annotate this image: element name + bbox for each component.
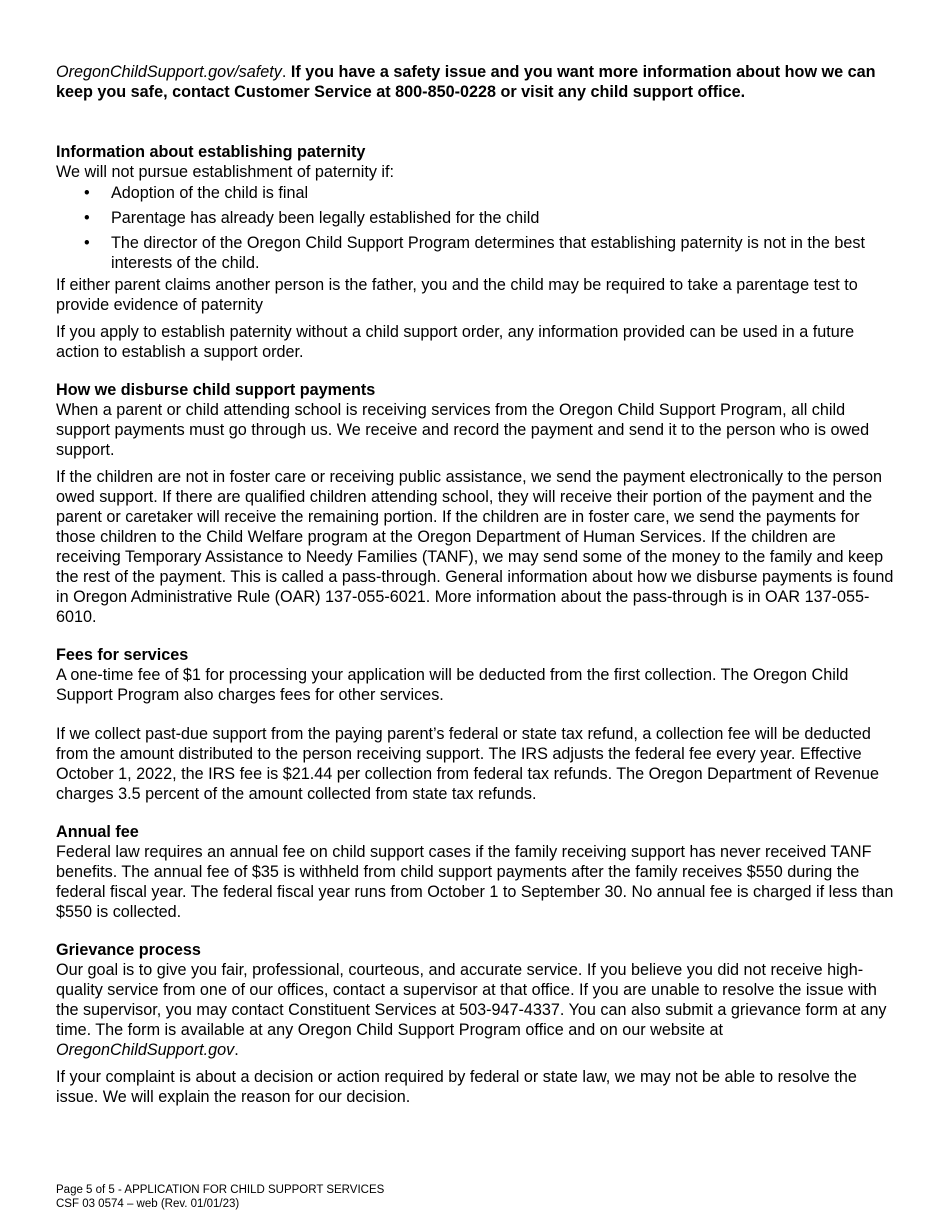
paternity-section [56,142,898,362]
bullet-icon: • [84,234,90,252]
page-footer [56,1183,384,1211]
fees-heading: Fees for services [56,646,189,664]
fees-section [56,645,898,804]
list-item [56,208,898,228]
paternity-para-2: If you apply to establish paternity without a child support order, any information provided can be used in a future action to establish a support order. [56,323,855,361]
grievance-para-1 [56,960,898,1060]
website-link[interactable]: OregonChildSupport.gov [56,1041,235,1059]
safety-notice: If you have a safety issue and you want more information about how we can keep you safe, contact Customer Service at 800-850-0228 or visit any child support office. [56,63,876,101]
footer-form-id: CSF 03 0574 – web (Rev. 01/01/23) [56,1198,240,1210]
list-item-text: Adoption of the child is final [111,184,309,202]
fees-para-1: A one-time fee of $1 for processing your application will be deducted from the first collection. The Oregon Child Support Program also charges fees for other services. [56,666,849,704]
disburse-section [56,380,898,627]
list-item [56,183,898,203]
document-page [56,62,898,1107]
safety-link[interactable]: OregonChildSupport.gov/safety [56,63,282,81]
grievance-para-2: If your complaint is about a decision or action required by federal or state law, we may not be able to resolve the issue. We will explain the reason for our decision. [56,1068,857,1106]
grievance-period: . [234,1041,239,1059]
disburse-para-1: When a parent or child attending school is receiving services from the Oregon Child Support Program, all child support payments must go through us. We receive and record the payment and send it to the person who is owed support. [56,401,870,459]
disburse-para-2: If the children are not in foster care or receiving public assistance, we send the payment electronically to the person owed support. If there are qualified children attending school, they will receive their portion of the payment and the parent or caretaker will receive the remaining portion. If the children are in foster care, we send the payments for those children to the Child Welfare program at the Oregon Department of Human Services. If the children are receiving Temporary Assistance to Needy Families (TANF), we may send some of the money to the family and keep the rest of the payment. This is called a pass-through. General information about how we disburse payments is found in Oregon Administrative Rule (OAR) 137-055-6021. More information about the pass-through is in OAR 137-055-6010. [56,468,894,626]
paternity-lead: We will not pursue establishment of paternity if: [56,163,395,181]
disburse-heading: How we disburse child support payments [56,381,376,399]
safety-intro [56,62,898,102]
annual-fee-para: Federal law requires an annual fee on child support cases if the family receiving support has never received TANF benefits. The annual fee of $35 is withheld from child support payments after the family receives $550 during the federal fiscal year. The federal fiscal year runs from October 1 to September 30. No annual fee is charged if less than $550 is collected. [56,843,894,921]
grievance-para-1-text: Our goal is to give you fair, professional, courteous, and accurate service. If you believe you did not receive high-quality service from one of our offices, contact a supervisor at that office. If you are unable to resolve the issue with the supervisor, you may contact Constituent Services at 503-947-4337. You can also submit a grievance form at any time. The form is available at any Oregon Child Support Program office and on our website at [56,961,887,1039]
bullet-icon: • [84,209,90,227]
list-item-text: Parentage has already been legally established for the child [111,209,540,227]
annual-fee-section [56,822,898,922]
grievance-section [56,940,898,1107]
bullet-icon: • [84,184,90,202]
safety-link-period: . [281,63,287,81]
annual-fee-heading: Annual fee [56,823,139,841]
fees-para-2: If we collect past-due support from the paying parent’s federal or state tax refund, a collection fee will be deducted from the amount distributed to the person receiving support. The IRS adjusts the federal fee every year. Effective October 1, 2022, the IRS fee is $21.44 per collection from federal tax refunds. The Oregon Department of Revenue charges 3.5 percent of the amount collected from state tax refunds. [56,725,880,803]
grievance-heading: Grievance process [56,941,201,959]
paternity-para-1: If either parent claims another person is the father, you and the child may be required to take a parentage test to provide evidence of paternity [56,276,858,314]
footer-page-label: Page 5 of 5 - APPLICATION FOR CHILD SUPPORT SERVICES [56,1184,385,1196]
list-item-text: The director of the Oregon Child Support Program determines that establishing paternity is not in the best interests of the child. [111,234,866,272]
list-item [56,233,898,273]
paternity-bullet-list [56,183,898,273]
paternity-heading: Information about establishing paternity [56,143,366,161]
